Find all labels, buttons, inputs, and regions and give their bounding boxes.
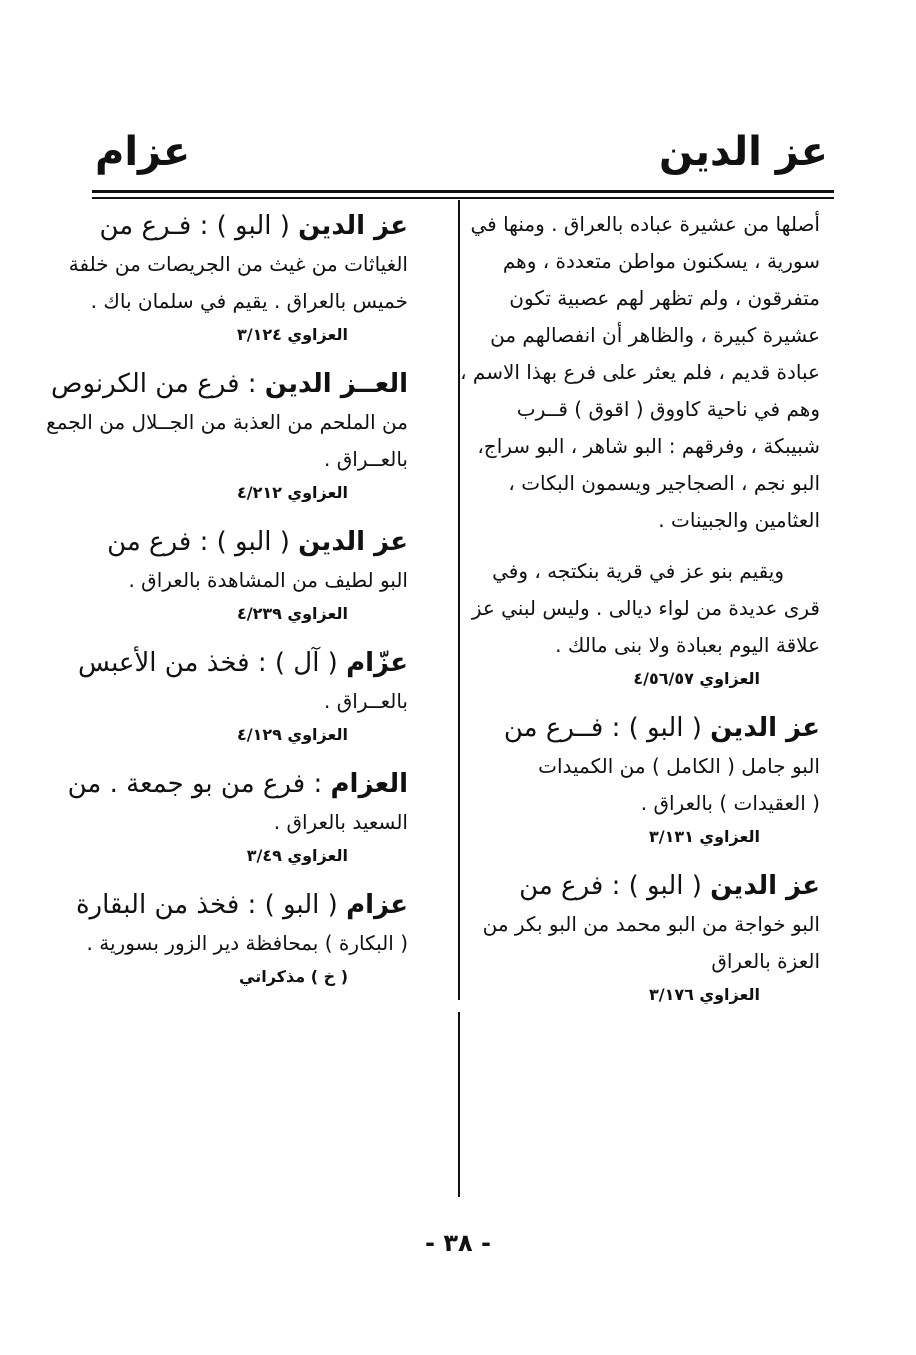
entry-term: عزّام — [346, 648, 408, 678]
entry-reference: العزاوي ٣/١٣١ — [648, 827, 760, 846]
entry-spacer — [470, 852, 820, 866]
entry-heading — [88, 522, 408, 562]
entry-spacer — [88, 750, 408, 764]
header-rule-top — [92, 190, 834, 193]
entry-heading — [470, 866, 820, 906]
running-header-left: عزام — [95, 129, 191, 175]
entry-reference: العزاوي ٣/٤٩ — [246, 846, 348, 865]
entry-heading-text: : فرع من بو جمعة . من — [67, 769, 331, 799]
text-line: عبادة قديم ، فلم يعثر على فرع بهذا الاسم ، — [460, 360, 820, 384]
entry-heading — [88, 206, 408, 246]
entry-spacer — [88, 350, 408, 364]
text-line: شبيبكة ، وفرقهم : البو شاهر ، البو سراج، — [477, 434, 820, 458]
text-line: قرى عديدة من لواء ديالى . وليس لبني عز — [471, 596, 820, 620]
entry-spacer — [88, 871, 408, 885]
entry-term: عز الدين — [710, 871, 820, 901]
text-line: خميس بالعراق . يقيم في سلمان باك . — [90, 289, 408, 313]
column-divider-upper — [458, 200, 460, 1000]
entry-term: عز الدين — [298, 527, 408, 557]
right-column — [460, 206, 820, 1010]
entry-heading — [77, 643, 408, 683]
entry-reference: العزاوي ٤/٢١٢ — [236, 483, 348, 502]
entry-heading-text: ( البو ) : فــرع من — [503, 713, 711, 743]
entry-spacer — [88, 508, 408, 522]
entry-heading-text: ( البو ) : فرع من — [519, 871, 711, 901]
entry-spacer — [470, 694, 820, 708]
text-line: بالعــراق . — [324, 689, 408, 713]
text-line: بالعــراق . — [324, 447, 408, 471]
text-line: ( العقيدات ) بالعراق . — [640, 791, 820, 815]
text-line: البو نجم ، الصجاجير ويسمون البكات ، — [508, 471, 820, 495]
text-line: أصلها من عشيرة عباده بالعراق . ومنها في — [470, 212, 820, 236]
entry-heading-text: ( البو ) : فخذ من البقارة — [75, 890, 347, 920]
entry-reference: العزاوي ٤/١٢٩ — [236, 725, 348, 744]
entry-spacer — [88, 629, 408, 643]
entry-heading — [470, 708, 820, 748]
entry-spacer — [470, 539, 820, 553]
entry-term: العــز الدين — [264, 369, 408, 399]
text-line: الغياثات من غيث من الجريصات من خلفة — [68, 252, 408, 276]
entry-term: عزام — [346, 890, 408, 920]
text-line: البو لطيف من المشاهدة بالعراق . — [128, 568, 408, 592]
left-column — [46, 206, 408, 992]
paragraph-line: ويقيم بنو عز في قرية بنكتجه ، وفي — [492, 559, 784, 583]
text-line: وهم في ناحية كاووق ( اقوق ) قــرب — [516, 397, 820, 421]
entry-reference: العزاوي ٣/١٧٦ — [648, 985, 760, 1004]
text-line: متفرقون ، ولم تظهر لهم عصبية تكون — [509, 286, 820, 310]
text-line: علاقة اليوم بعبادة ولا بنى مالك . — [555, 633, 820, 657]
entry-heading — [67, 764, 408, 804]
entry-heading — [75, 885, 408, 925]
running-header-right: عز الدين — [659, 129, 828, 175]
entry-heading-text: ( البو ) : فرع من — [107, 527, 299, 557]
entry-heading-text: ( آل ) : فخذ من الأعبس — [77, 648, 347, 678]
entry-term: عز الدين — [710, 713, 820, 743]
text-line: سورية ، يسكنون مواطن متعددة ، وهم — [502, 249, 820, 273]
entry-heading-text: ( البو ) : فـرع من — [99, 211, 299, 241]
text-line: من الملحم من العذبة من الجــلال من الجمع — [46, 410, 408, 434]
header-rule-bottom — [92, 197, 834, 199]
page-number: - ٣٨ - — [425, 1229, 491, 1257]
text-line: البو جامل ( الكامل ) من الكميدات — [538, 754, 820, 778]
entry-heading-text: : فرع من الكرنوص — [51, 369, 265, 399]
column-divider-lower — [458, 1012, 460, 1197]
entry-reference: العزاوي ٤/٢٣٩ — [236, 604, 348, 623]
entry-term: العزام — [330, 769, 408, 799]
text-line: السعيد بالعراق . — [273, 810, 408, 834]
text-line: عشيرة كبيرة ، والظاهر أن انفصالهم من — [490, 323, 820, 347]
text-line: ( البكارة ) بمحافظة دير الزور بسورية . — [86, 931, 408, 955]
text-line: العزة بالعراق — [711, 949, 820, 973]
entry-reference: العزاوي ٣/١٢٤ — [236, 325, 348, 344]
entry-reference: العزاوي ٤/٥٦/٥٧ — [633, 669, 760, 688]
entry-reference: ( خ ) مذكراتي — [239, 967, 348, 986]
entry-term: عز الدين — [298, 211, 408, 241]
text-line: العثامين والجبينات . — [658, 508, 820, 532]
text-line: البو خواجة من البو محمد من البو بكر من — [482, 912, 820, 936]
entry-heading — [51, 364, 408, 404]
